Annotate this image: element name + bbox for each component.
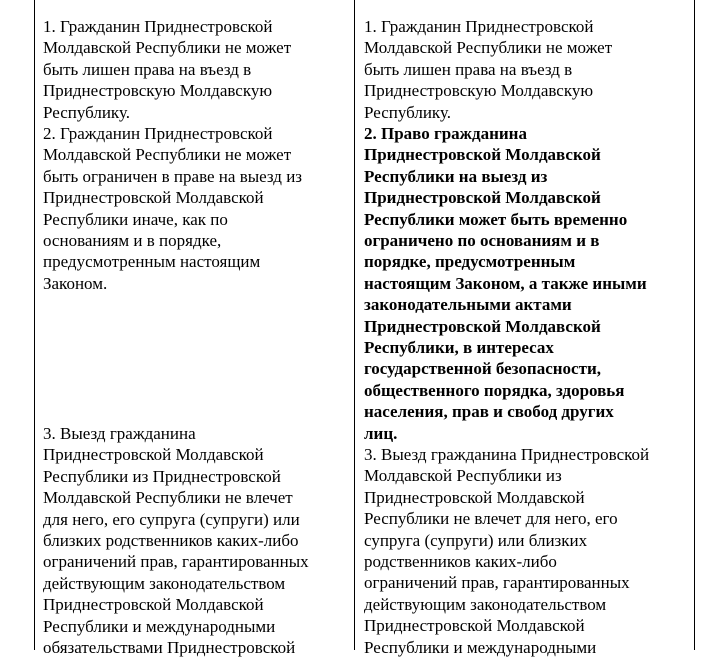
table-border-right — [694, 0, 695, 650]
left-paragraph-1: 1. Гражданин Приднестровской Молдавской Республики не может быть лишен права на въезд в Приднестровскую Молдавскую Республику. — [43, 17, 292, 122]
comparison-table — [34, 0, 695, 658]
right-paragraph-2-amended: 2. Право гражданина Приднестровской Молдавской Республики на выезд из Приднестровской Молдавской Республики может быть временно ограничено по основаниям и в порядке, предусмотренным настоящим Законом, а также иными законодательными актами Приднестровской Молдавской Республики, в интересах государственной безопасности, общественного порядка, здоровья населения, прав и свобод других лиц. — [364, 124, 647, 443]
left-paragraph-2: 2. Гражданин Приднестровской Молдавской Республики не может быть ограничен в праве на выезд из Приднестровской Молдавской Республики иначе, как по основаниям и в порядке, предусмотренным настоящим Законом. — [43, 124, 303, 293]
right-paragraph-1: 1. Гражданин Приднестровской Молдавской Республики не может быть лишен права на въезд в Приднестровскую Молдавскую Республику. — [364, 17, 613, 122]
table-column-divider — [354, 0, 355, 650]
right-paragraph-3: 3. Выезд гражданина Приднестровской Молдавской Республики из Приднестровской Молдавской Республики не влечет для него, его супруга (супруги) или близких родственников каких-либо ограничений прав, гарантированных действующим законодательством Приднестровской Молдавской Республики и международными — [364, 445, 650, 657]
table-border-left — [34, 0, 35, 650]
left-paragraph-3: 3. Выезд гражданина Приднестровской Молдавской Республики из Приднестровской Молдавской Республики не влечет для него, его супруга (супруги) или близких родственников каких-либо ограничений прав, гарантированных действующим законодательством Приднестровской Молдавской Республики и международными обязательствами Приднестровской — [43, 424, 309, 658]
